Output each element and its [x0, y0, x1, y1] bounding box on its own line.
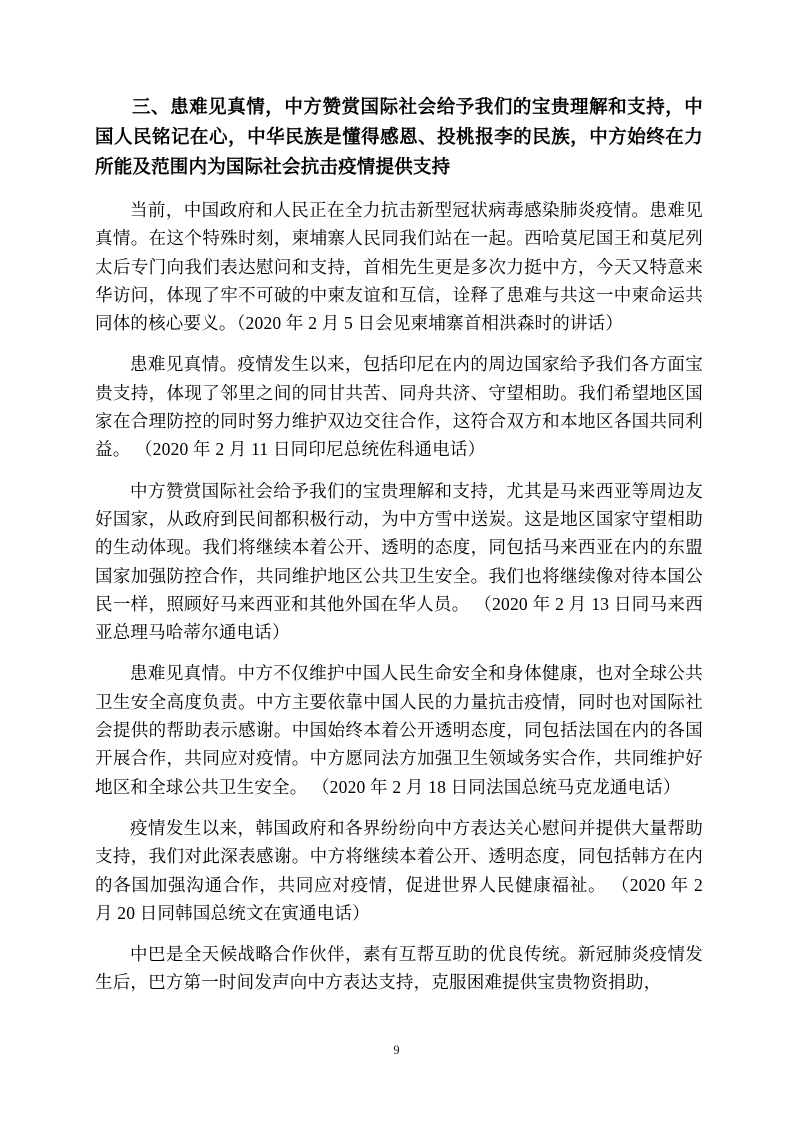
paragraph: 患难见真情。中方不仅维护中国人民生命安全和身体健康，也对全球公共卫生安全高度负责。中方主要依靠中国人民的力量抗击疫情，同时也对国际社会提供的帮助表示感谢。中国始终本着公开透明态度，同包括法国在内的各国开展合作，共同应对疫情。中方愿同法方加强卫生领域务实合作，共同维护好地区和全球公共卫生安全。 （2020 年 2 月 18 日同法国总统马克龙通电话）: [95, 663, 703, 797]
page-number: 9: [393, 1043, 400, 1057]
paragraph: 当前，中国政府和人民正在全力抗击新型冠状病毒感染肺炎疫情。患难见真情。在这个特殊时刻，柬埔寨人民同我们站在一起。西哈莫尼国王和莫尼列太后专门向我们表达慰问和支持，首相先生更是多次力挺中方，今天又特意来华访问，体现了牢不可破的中柬友谊和互信，诠释了患难与共这一中柬命运共同体的核心要义。（2020 年 2 月 5 日会见柬埔寨首相洪森时的讲话）: [95, 200, 703, 334]
paragraph: 中方赞赏国际社会给予我们的宝贵理解和支持，尤其是马来西亚等周边友好国家，从政府到民间都积极行动，为中方雪中送炭。这是地区国家守望相助的生动体现。我们将继续本着公开、透明的态度，同包括马来西亚在内的东盟国家加强防控合作，共同维护地区公共卫生安全。我们也将继续像对待本国公民一样，照顾好马来西亚和其他外国在华人员。 （2020 年 2 月 13 日同马来西亚总理马哈蒂尔通电话）: [95, 480, 703, 643]
document-body: [95, 93, 703, 997]
section-heading: 三、患难见真情，中方赞赏国际社会给予我们的宝贵理解和支持，中国人民铭记在心，中华民族是懂得感恩、投桃报李的民族，中方始终在力所能及范围内为国际社会抗击疫情提供支持: [95, 98, 703, 178]
paragraph: 中巴是全天候战略合作伙伴，素有互帮互助的优良传统。新冠肺炎疫情发生后，巴方第一时间发声向中方表达支持，克服困难提供宝贵物资捐助，: [95, 944, 703, 993]
page-footer: [0, 1041, 793, 1059]
paragraph: 患难见真情。疫情发生以来，包括印尼在内的周边国家给予我们各方面宝贵支持，体现了邻里之间的同甘共苦、同舟共济、守望相助。我们希望地区国家在合理防控的同时努力维护双边交往合作，这符合双方和本地区各国共同利益。 （2020 年 2 月 11 日同印尼总统佐科通电话）: [95, 354, 703, 460]
paragraph: 疫情发生以来，韩国政府和各界纷纷向中方表达关心慰问并提供大量帮助支持，我们对此深表感谢。中方将继续本着公开、透明态度，同包括韩方在内的各国加强沟通合作，共同应对疫情，促进世界人民健康福祉。 （2020 年 2 月 20 日同韩国总统文在寅通电话）: [95, 817, 703, 923]
